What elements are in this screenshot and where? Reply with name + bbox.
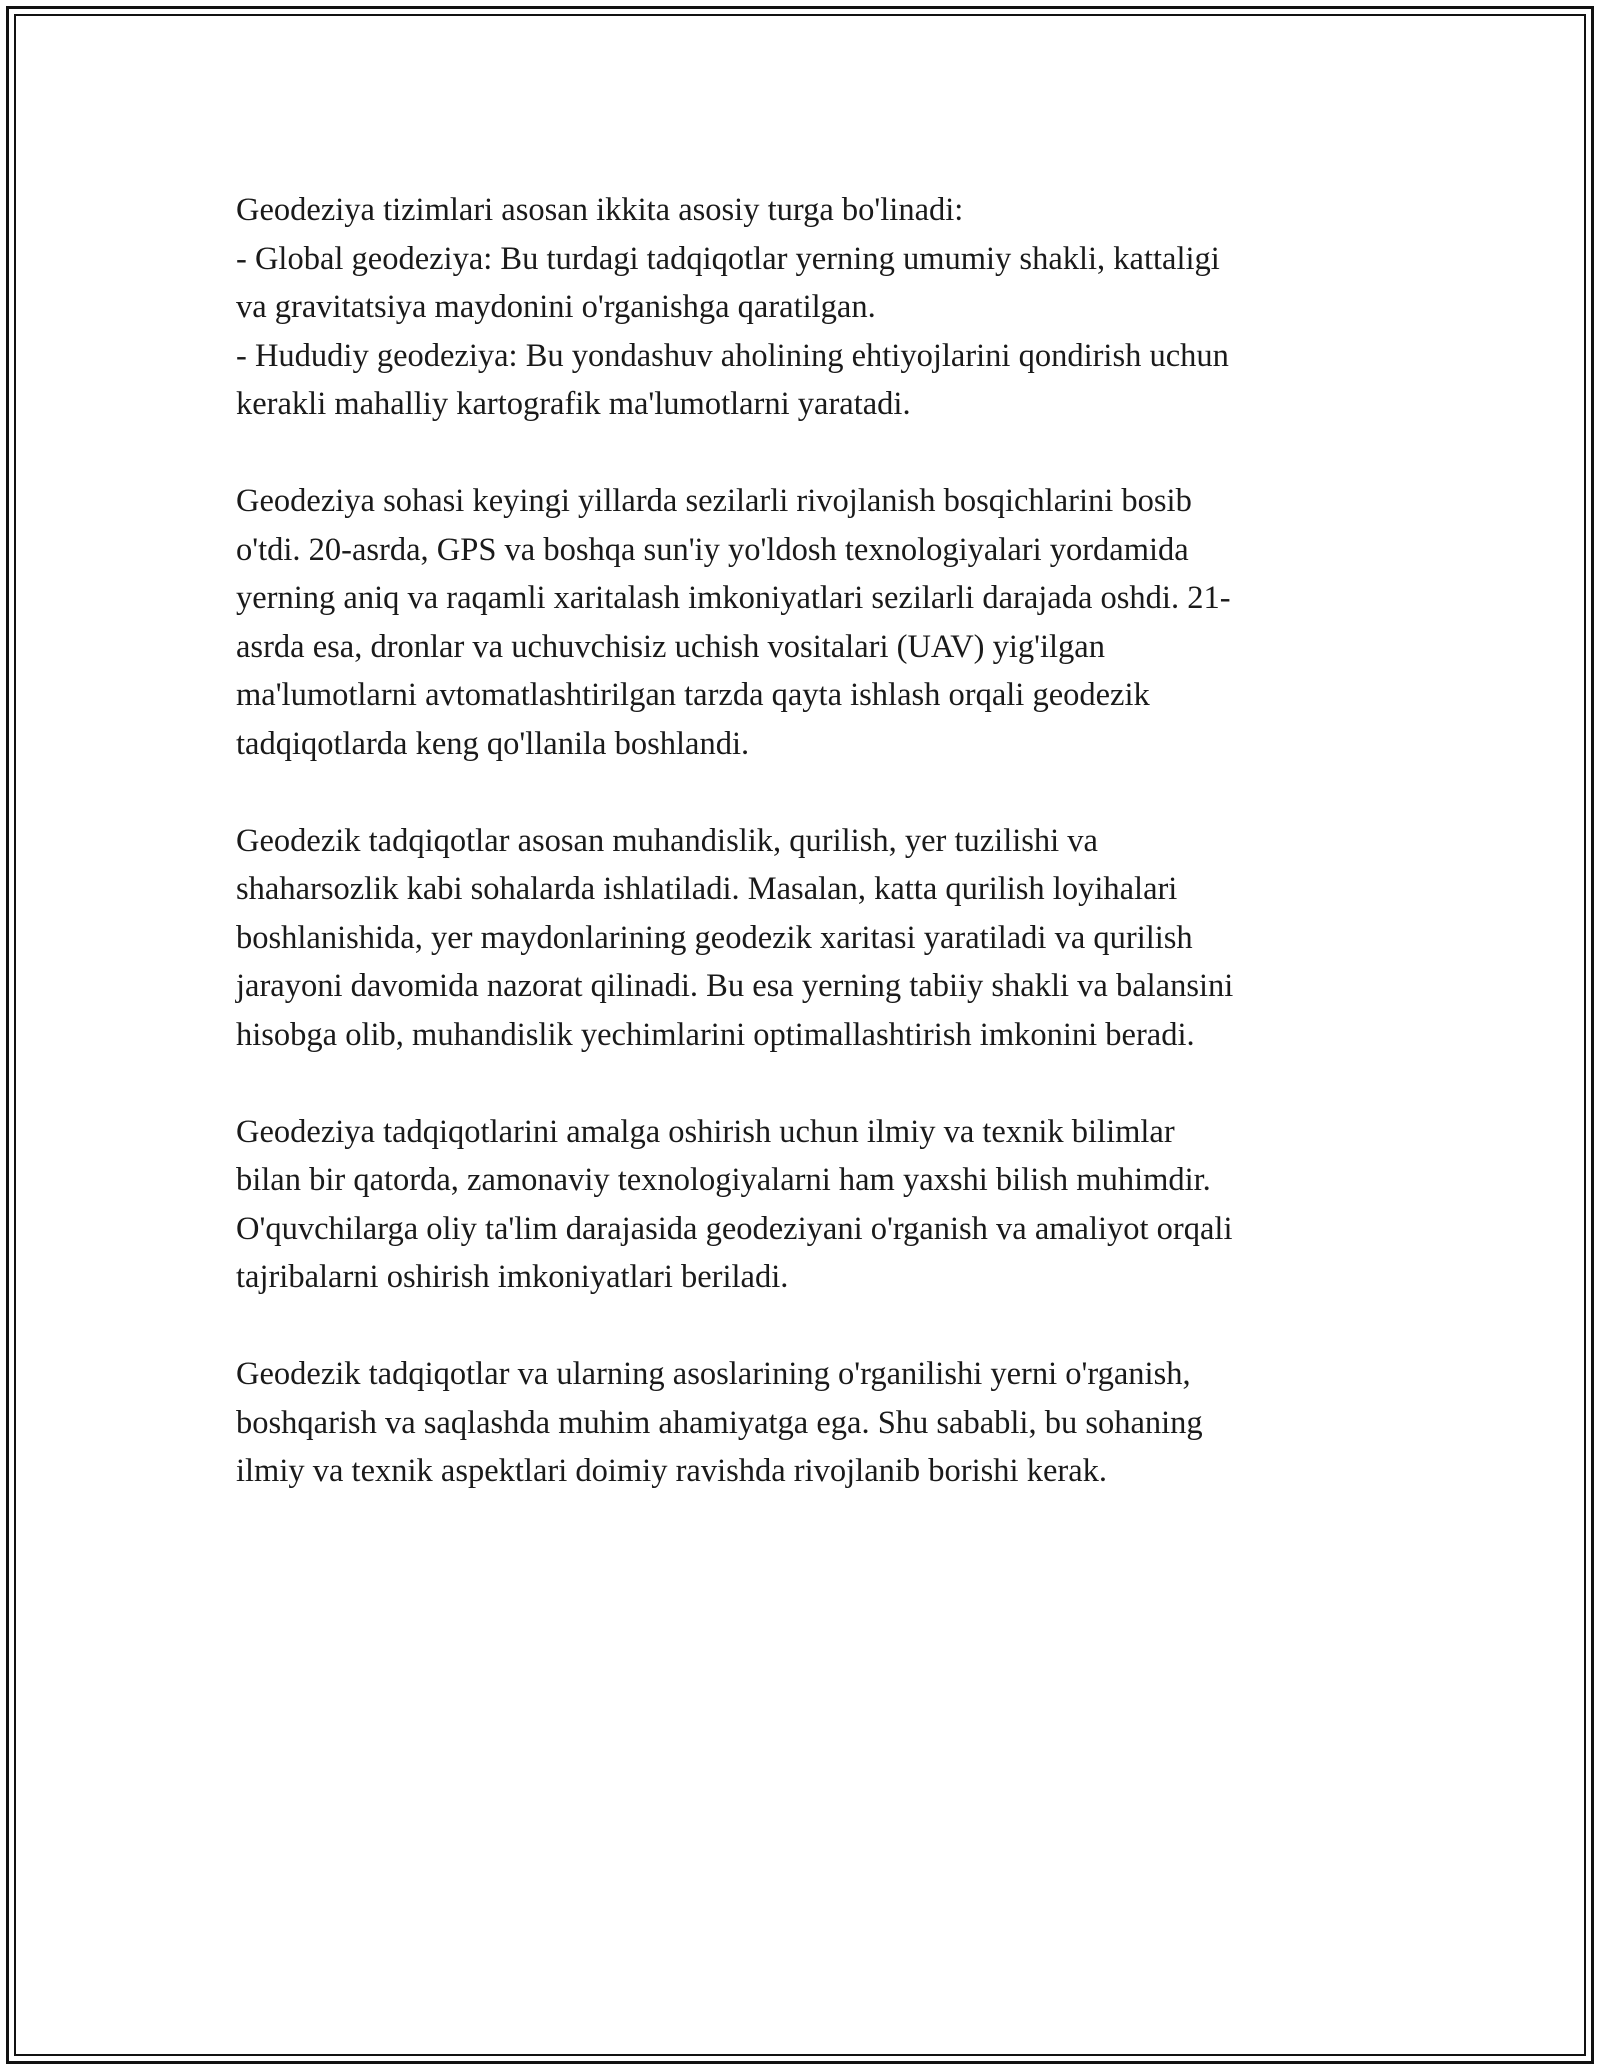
text-line: hisobga olib, muhandislik yechimlarini optimallashtirish imkonini beradi. (236, 1016, 1195, 1053)
text-line: tadqiqotlarda keng qo'llanila boshlandi. (236, 725, 750, 762)
text-line: ilmiy va texnik aspektlari doimiy ravishda rivojlanib borishi kerak. (236, 1453, 1107, 1489)
text-line: jarayoni davomida nazorat qilinadi. Bu esa yerning tabiiy shakli va balansini (236, 968, 1234, 1004)
text-line: shaharsozlik kabi sohalarda ishlatiladi. Masalan, katta qurilish loyihalari (236, 871, 1178, 907)
text-line: boshqarish va saqlashda muhim ahamiyatga ega. Shu sababli, bu sohaning (236, 1404, 1203, 1441)
text-line: Geodezik tadqiqotlar asosan muhandislik, qurilish, yer tuzilishi va (236, 822, 1098, 859)
text-line: kerakli mahalliy kartografik ma'lumotlarni yaratadi. (236, 386, 911, 422)
text-line: o'tdi. 20-asrda, GPS va boshqa sun'iy yo'ldosh texnologiyalari yordamida (236, 531, 1189, 568)
text-line: bilan bir qatorda, zamonaviy texnologiyalarni ham yaxshi bilish muhimdir. (236, 1162, 1211, 1198)
text-line: asrda esa, dronlar va uchuvchisiz uchish vositalari (UAV) yig'ilgan (236, 628, 1105, 665)
text-line: yerning aniq va raqamli xaritalash imkoniyatlari sezilarli darajada oshdi. 21- (236, 580, 1231, 616)
text-line: Geodeziya sohasi keyingi yillarda sezilarli rivojlanish bosqichlarini bosib (236, 483, 1192, 519)
paragraph-geodesy-types (236, 186, 1396, 429)
text-line: ma'lumotlarni avtomatlashtirilgan tarzda qayta ishlash orqali geodezik (236, 677, 1150, 713)
text-line: - Global geodeziya: Bu turdagi tadqiqotlar yerning umumiy shakli, kattaligi (236, 240, 1220, 277)
text-line: O'quvchilarga oliy ta'lim darajasida geodeziyani o'rganish va amaliyot orqali (236, 1210, 1233, 1247)
text-line: Geodeziya tizimlari asosan ikkita asosiy turga bo'linadi: (236, 192, 964, 228)
paragraph-conclusion (236, 1350, 1396, 1496)
paragraph-education (236, 1108, 1396, 1302)
document-body (236, 186, 1396, 1544)
text-line: boshlanishida, yer maydonlarining geodezik xaritasi yaratiladi va qurilish (236, 919, 1193, 956)
text-line: Geodeziya tadqiqotlarini amalga oshirish uchun ilmiy va texnik bilimlar (236, 1113, 1175, 1150)
text-line: tajribalarni oshirish imkoniyatlari beriladi. (236, 1259, 789, 1295)
text-line: va gravitatsiya maydonini o'rganishga qaratilgan. (236, 289, 876, 325)
text-line: - Hududiy geodeziya: Bu yondashuv aholining ehtiyojlarini qondirish uchun (236, 337, 1229, 374)
paragraph-development (236, 477, 1396, 768)
paragraph-applications (236, 817, 1396, 1060)
text-line: Geodezik tadqiqotlar va ularning asoslarining o'rganilishi yerni o'rganish, (236, 1356, 1191, 1392)
